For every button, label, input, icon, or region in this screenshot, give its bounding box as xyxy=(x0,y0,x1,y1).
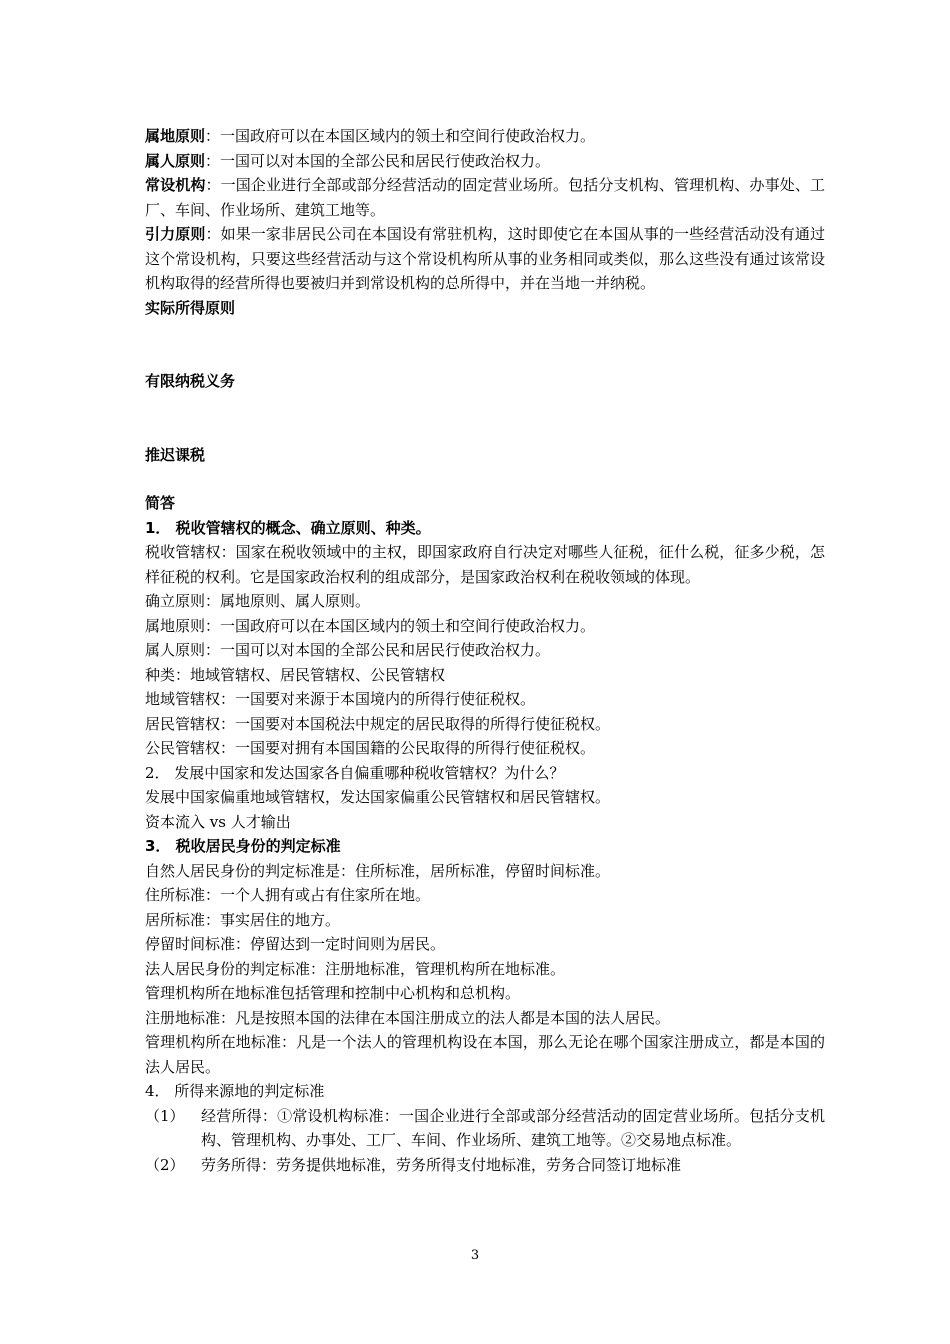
spacer xyxy=(145,394,825,443)
numbered-item xyxy=(145,1104,825,1153)
answer-line: 居民管辖权：一国要对本国税法中规定的居民取得的所得行使征税权。 xyxy=(145,714,611,733)
definition-force-of-attraction: 引力原则：如果一家非居民公司在本国设有常驻机构，这时即使它在本国从事的一些经营活动没有通过这个常设机构，只要这些经营活动与这个常设机构所从事的业务相同或类似，那么这些没有通过该常设机构取得的经营所得也要被归并到常设机构的总所得中，并在当地一并纳税。 xyxy=(145,225,825,292)
answer-line: 管理机构所在地标准：凡是一个法人的管理机构设在本国，那么无论在哪个国家注册成立，都是本国的法人居民。 xyxy=(145,1033,825,1076)
spacer xyxy=(145,320,825,369)
heading-actual-income: 实际所得原则 xyxy=(145,298,236,317)
answer-line: 属地原则：一国政府可以在本国区域内的领土和空间行使政治权力。 xyxy=(145,616,596,635)
answer-line: 管理机构所在地标准包括管理和控制中心机构和总机构。 xyxy=(145,984,521,1002)
question-3-title: 3． 税收居民身份的判定标准 xyxy=(145,837,341,855)
page-number: 3 xyxy=(470,1248,480,1263)
question-2-title: 2． 发展中国家和发达国家各自偏重哪种税收管辖权？为什么？ xyxy=(145,763,565,782)
question-1-title: 1． 税收管辖权的概念、确立原则、种类。 xyxy=(145,518,431,537)
item-text: 劳务所得：劳务提供地标准，劳务所得支付地标准，劳务合同签订地标准 xyxy=(201,1155,682,1174)
definition-text: 一国政府可以在本国区域内的领土和空间行使政治权力。 xyxy=(220,127,596,145)
heading-limited-duty: 有限纳税义务 xyxy=(145,372,236,390)
definition-personal-principle: 属人原则：一国可以对本国的全部公民和居民行使政治权力。 xyxy=(145,151,551,170)
answer-line: 属人原则：一国可以对本国的全部公民和居民行使政治权力。 xyxy=(145,641,551,659)
definition-permanent-establishment: 常设机构：一国企业进行全部或部分经营活动的固定营业场所。包括分支机构、管理机构、办事处、工厂、车间、作业场所、建筑工地等。 xyxy=(145,176,825,219)
definition-term: 属地原则 xyxy=(145,127,206,145)
answer-line: 法人居民身份的判定标准：注册地标准，管理机构所在地标准。 xyxy=(145,959,566,978)
definition-term: 引力原则 xyxy=(145,225,206,243)
answer-line: 居所标准：事实居住的地方。 xyxy=(145,910,341,929)
answer-line: 住所标准：一个人拥有或占有住家所在地。 xyxy=(145,886,431,904)
definition-text: 一国企业进行全部或部分经营活动的固定营业场所。包括分支机构、管理机构、办事处、工厂、车间、作业场所、建筑工地等。 xyxy=(145,176,825,219)
page-content xyxy=(145,124,825,1177)
answer-line: 地域管辖权：一国要对来源于本国境内的所得行使征税权。 xyxy=(145,690,536,708)
question-4-title: 4． 所得来源地的判定标准 xyxy=(145,1082,325,1100)
numbered-item xyxy=(145,1153,825,1178)
answer-line: 停留时间标准：停留达到一定时间则为居民。 xyxy=(145,935,446,953)
answer-line: 资本流入 vs 人才输出 xyxy=(145,812,291,831)
spacer xyxy=(145,467,825,491)
definition-term: 常设机构 xyxy=(145,176,206,194)
item-number: （1） xyxy=(145,1106,185,1125)
answer-line: 自然人居民身份的判定标准是：住所标准，居所标准，停留时间标准。 xyxy=(145,861,611,880)
answer-line: 确立原则：属地原则、属人原则。 xyxy=(145,592,371,610)
definition-text: 如果一家非居民公司在本国设有常驻机构，这时即使它在本国从事的一些经营活动没有通过这个常设机构，只要这些经营活动与这个常设机构所从事的业务相同或类似，那么这些没有通过该常设机构取得的经营所得也要被归并到常设机构的总所得中，并在当地一并纳税。 xyxy=(145,225,825,292)
item-number: （2） xyxy=(145,1155,185,1174)
definition-territorial-principle: 属地原则：一国政府可以在本国区域内的领土和空间行使政治权力。 xyxy=(145,127,596,145)
answer-line: 发展中国家偏重地域管辖权，发达国家偏重公民管辖权和居民管辖权。 xyxy=(145,788,611,806)
answer-line: 公民管辖权：一国要对拥有本国国籍的公民取得的所得行使征税权。 xyxy=(145,739,596,757)
definition-term: 属人原则 xyxy=(145,151,206,170)
answer-line: 注册地标准：凡是按照本国的法律在本国注册成立的法人都是本国的法人居民。 xyxy=(145,1008,671,1027)
heading-short-answer: 简答 xyxy=(145,494,176,512)
answer-line: 税收管辖权：国家在税收领域中的主权，即国家政府自行决定对哪些人征税，征什么税，征多少税，怎样征税的权利。它是国家政治权利的组成部分，是国家政治权利在税收领域的体现。 xyxy=(145,543,825,586)
definition-text: 一国可以对本国的全部公民和居民行使政治权力。 xyxy=(220,151,551,170)
answer-line: 种类：地域管辖权、居民管辖权、公民管辖权 xyxy=(145,665,446,684)
heading-deferral: 推迟课税 xyxy=(145,445,206,464)
item-text: 经营所得：①常设机构标准：一国企业进行全部或部分经营活动的固定营业场所。包括分支机构、管理机构、办事处、工厂、车间、作业场所、建筑工地等。②交易地点标准。 xyxy=(201,1106,825,1149)
